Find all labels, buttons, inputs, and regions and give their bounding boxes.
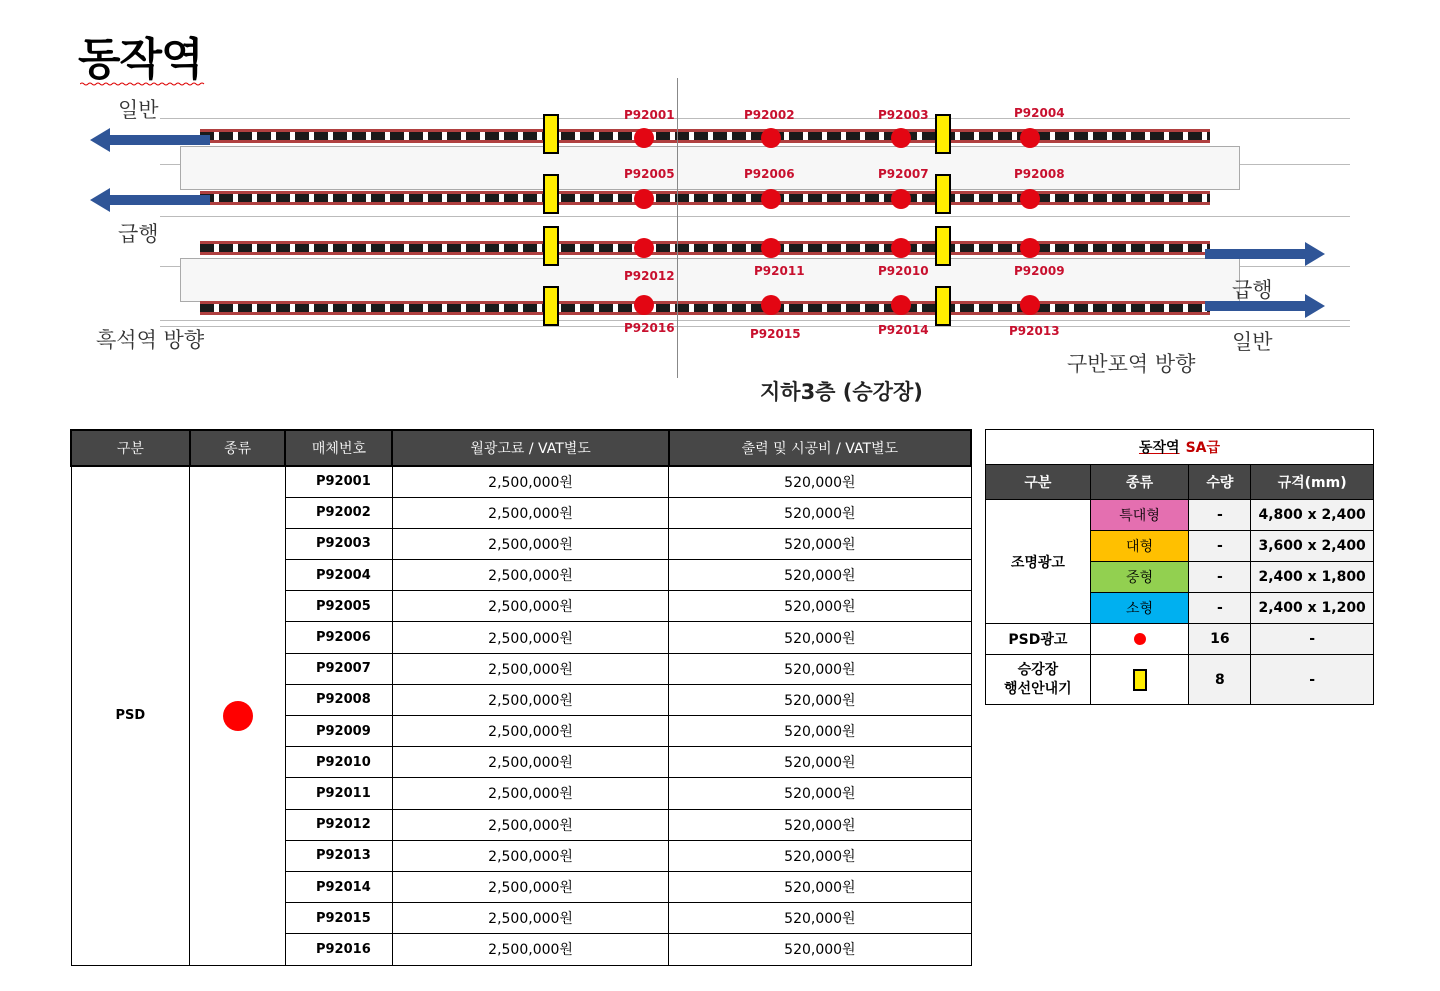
arrow-left-icon bbox=[90, 188, 210, 212]
summary-guide-line2: 행선안내기 bbox=[1004, 680, 1072, 697]
psd-dot bbox=[634, 128, 654, 148]
psd-dot bbox=[1020, 128, 1040, 148]
summary-station: 동작역 bbox=[1138, 440, 1180, 456]
monthly-fee-cell: 2,500,000원 bbox=[392, 466, 668, 497]
spellcheck-underline bbox=[80, 82, 206, 86]
track bbox=[200, 129, 1210, 143]
rail-line bbox=[160, 320, 1350, 321]
guide-board-marker bbox=[543, 114, 559, 154]
psd-dot bbox=[761, 128, 781, 148]
psd-dot bbox=[1020, 295, 1040, 315]
label-direction-right: 구반포역 방향 bbox=[1067, 352, 1196, 376]
qty-cell: - bbox=[1189, 500, 1251, 531]
psd-code-label: P92013 bbox=[1009, 324, 1060, 338]
install-fee-cell: 520,000원 bbox=[669, 871, 971, 902]
red-dot-icon bbox=[1134, 633, 1146, 645]
spec-cell: 3,600 x 2,400 bbox=[1251, 531, 1374, 562]
category-cell: PSD bbox=[71, 466, 190, 965]
summary-header-category: 구분 bbox=[986, 465, 1091, 500]
psd-code-label: P92005 bbox=[624, 167, 675, 181]
install-fee-cell: 520,000원 bbox=[669, 934, 971, 965]
guide-board-marker bbox=[935, 226, 951, 266]
summary-table bbox=[985, 429, 1374, 705]
psd-code-label: P92006 bbox=[744, 167, 795, 181]
qty-cell: - bbox=[1189, 593, 1251, 624]
media-code-cell: P92008 bbox=[285, 684, 392, 715]
header-install-fee: 출력 및 시공비 / VAT별도 bbox=[669, 430, 971, 466]
station-title: 동작역 bbox=[78, 34, 203, 85]
summary-guide-qty: 8 bbox=[1189, 655, 1251, 705]
label-general-left: 일반 bbox=[118, 98, 159, 122]
summary-guide-category bbox=[986, 655, 1091, 705]
media-code-cell: P92012 bbox=[285, 809, 392, 840]
psd-dot bbox=[761, 238, 781, 258]
track bbox=[200, 191, 1210, 205]
install-fee-cell: 520,000원 bbox=[669, 809, 971, 840]
psd-dot bbox=[634, 189, 654, 209]
psd-dot bbox=[761, 189, 781, 209]
install-fee-cell: 520,000원 bbox=[669, 560, 971, 591]
track bbox=[200, 301, 1210, 315]
install-fee-cell: 520,000원 bbox=[669, 903, 971, 934]
psd-code-label: P92008 bbox=[1014, 167, 1065, 181]
psd-dot bbox=[891, 295, 911, 315]
install-fee-cell: 520,000원 bbox=[669, 497, 971, 528]
install-fee-cell: 520,000원 bbox=[669, 778, 971, 809]
guide-board-marker bbox=[543, 174, 559, 214]
psd-code-label: P92015 bbox=[750, 327, 801, 341]
install-fee-cell: 520,000원 bbox=[669, 716, 971, 747]
red-dot-icon bbox=[223, 701, 253, 731]
spec-cell: 2,400 x 1,200 bbox=[1251, 593, 1374, 624]
spec-cell: 4,800 x 2,400 bbox=[1251, 500, 1374, 531]
size-xlarge-swatch: 특대형 bbox=[1090, 500, 1189, 531]
arrow-left-icon bbox=[90, 128, 210, 152]
psd-code-label: P92004 bbox=[1014, 106, 1065, 120]
psd-code-label: P92016 bbox=[624, 321, 675, 335]
header-monthly-fee: 월광고료 / VAT별도 bbox=[392, 430, 668, 466]
install-fee-cell: 520,000원 bbox=[669, 684, 971, 715]
monthly-fee-cell: 2,500,000원 bbox=[392, 591, 668, 622]
qty-cell: - bbox=[1189, 531, 1251, 562]
install-fee-cell: 520,000원 bbox=[669, 840, 971, 871]
platform-diagram bbox=[80, 90, 1370, 410]
install-fee-cell: 520,000원 bbox=[669, 466, 971, 497]
media-code-cell: P92009 bbox=[285, 716, 392, 747]
monthly-fee-cell: 2,500,000원 bbox=[392, 871, 668, 902]
monthly-fee-cell: 2,500,000원 bbox=[392, 653, 668, 684]
media-code-cell: P92003 bbox=[285, 528, 392, 559]
yellow-rect-icon bbox=[1133, 669, 1147, 691]
size-small-swatch: 소형 bbox=[1090, 593, 1189, 624]
install-fee-cell: 520,000원 bbox=[669, 528, 971, 559]
platform-upper bbox=[180, 146, 1240, 190]
monthly-fee-cell: 2,500,000원 bbox=[392, 716, 668, 747]
guide-board-marker bbox=[935, 114, 951, 154]
install-fee-cell: 520,000원 bbox=[669, 747, 971, 778]
monthly-fee-cell: 2,500,000원 bbox=[392, 778, 668, 809]
monthly-fee-cell: 2,500,000원 bbox=[392, 809, 668, 840]
media-code-cell: P92014 bbox=[285, 871, 392, 902]
monthly-fee-cell: 2,500,000원 bbox=[392, 903, 668, 934]
size-large-swatch: 대형 bbox=[1090, 531, 1189, 562]
media-code-cell: P92004 bbox=[285, 560, 392, 591]
monthly-fee-cell: 2,500,000원 bbox=[392, 622, 668, 653]
psd-dot bbox=[761, 295, 781, 315]
summary-header-qty: 수량 bbox=[1189, 465, 1251, 500]
psd-code-label: P92001 bbox=[624, 108, 675, 122]
label-general-right: 일반 bbox=[1232, 330, 1273, 354]
psd-code-label: P92003 bbox=[878, 108, 929, 122]
install-fee-cell: 520,000원 bbox=[669, 653, 971, 684]
guide-board-marker bbox=[543, 286, 559, 326]
summary-psd-qty: 16 bbox=[1189, 624, 1251, 655]
media-code-cell: P92001 bbox=[285, 466, 392, 497]
guide-board-marker bbox=[935, 286, 951, 326]
media-code-cell: P92013 bbox=[285, 840, 392, 871]
psd-dot bbox=[891, 128, 911, 148]
arrow-right-icon bbox=[1205, 242, 1325, 266]
label-express-right: 급행 bbox=[1232, 278, 1273, 302]
psd-code-label: P92012 bbox=[624, 269, 675, 283]
qty-cell: - bbox=[1189, 562, 1251, 593]
psd-dot bbox=[891, 189, 911, 209]
psd-dot bbox=[1020, 189, 1040, 209]
psd-code-label: P92010 bbox=[878, 264, 929, 278]
summary-header-spec: 규격(mm) bbox=[1251, 465, 1374, 500]
spec-cell: 2,400 x 1,800 bbox=[1251, 562, 1374, 593]
header-category: 구분 bbox=[71, 430, 190, 466]
summary-psd-icon-cell bbox=[1090, 624, 1189, 655]
monthly-fee-cell: 2,500,000원 bbox=[392, 934, 668, 965]
monthly-fee-cell: 2,500,000원 bbox=[392, 684, 668, 715]
monthly-fee-cell: 2,500,000원 bbox=[392, 497, 668, 528]
psd-dot bbox=[634, 238, 654, 258]
media-code-cell: P92006 bbox=[285, 622, 392, 653]
install-fee-cell: 520,000원 bbox=[669, 622, 971, 653]
rail-line bbox=[160, 216, 1350, 217]
platform-lower bbox=[180, 258, 1240, 302]
psd-code-label: P92007 bbox=[878, 167, 929, 181]
label-express-left: 급행 bbox=[118, 222, 159, 246]
media-code-cell: P92016 bbox=[285, 934, 392, 965]
monthly-fee-cell: 2,500,000원 bbox=[392, 560, 668, 591]
summary-guide-line1: 승강장 bbox=[1017, 661, 1059, 678]
summary-guide-spec: - bbox=[1251, 655, 1374, 705]
center-divider bbox=[677, 78, 678, 378]
guide-board-marker bbox=[543, 226, 559, 266]
media-code-cell: P92011 bbox=[285, 778, 392, 809]
install-fee-cell: 520,000원 bbox=[669, 591, 971, 622]
psd-dot bbox=[634, 295, 654, 315]
psd-code-label: P92009 bbox=[1014, 264, 1065, 278]
header-media-code: 매체번호 bbox=[285, 430, 392, 466]
summary-header-type: 종류 bbox=[1090, 465, 1189, 500]
monthly-fee-cell: 2,500,000원 bbox=[392, 528, 668, 559]
pricing-table bbox=[70, 429, 972, 966]
size-medium-swatch: 중형 bbox=[1090, 562, 1189, 593]
summary-lighting-category: 조명광고 bbox=[986, 500, 1091, 624]
psd-dot bbox=[891, 238, 911, 258]
psd-code-label: P92011 bbox=[754, 264, 805, 278]
header-type: 종류 bbox=[190, 430, 286, 466]
media-code-cell: P92005 bbox=[285, 591, 392, 622]
monthly-fee-cell: 2,500,000원 bbox=[392, 747, 668, 778]
label-direction-left: 흑석역 방향 bbox=[96, 328, 205, 352]
summary-title bbox=[986, 430, 1374, 465]
floor-label: 지하3층 (승강장) bbox=[760, 380, 923, 404]
media-code-cell: P92002 bbox=[285, 497, 392, 528]
summary-guide-icon-cell bbox=[1090, 655, 1189, 705]
psd-code-label: P92014 bbox=[878, 323, 929, 337]
media-code-cell: P92007 bbox=[285, 653, 392, 684]
summary-psd-category: PSD광고 bbox=[986, 624, 1091, 655]
track bbox=[200, 241, 1210, 255]
media-code-cell: P92010 bbox=[285, 747, 392, 778]
psd-code-label: P92002 bbox=[744, 108, 795, 122]
type-cell bbox=[190, 466, 286, 965]
media-code-cell: P92015 bbox=[285, 903, 392, 934]
guide-board-marker bbox=[935, 174, 951, 214]
summary-grade: SA급 bbox=[1185, 440, 1221, 456]
monthly-fee-cell: 2,500,000원 bbox=[392, 840, 668, 871]
table-row bbox=[71, 466, 971, 497]
psd-dot bbox=[1020, 238, 1040, 258]
summary-psd-spec: - bbox=[1251, 624, 1374, 655]
